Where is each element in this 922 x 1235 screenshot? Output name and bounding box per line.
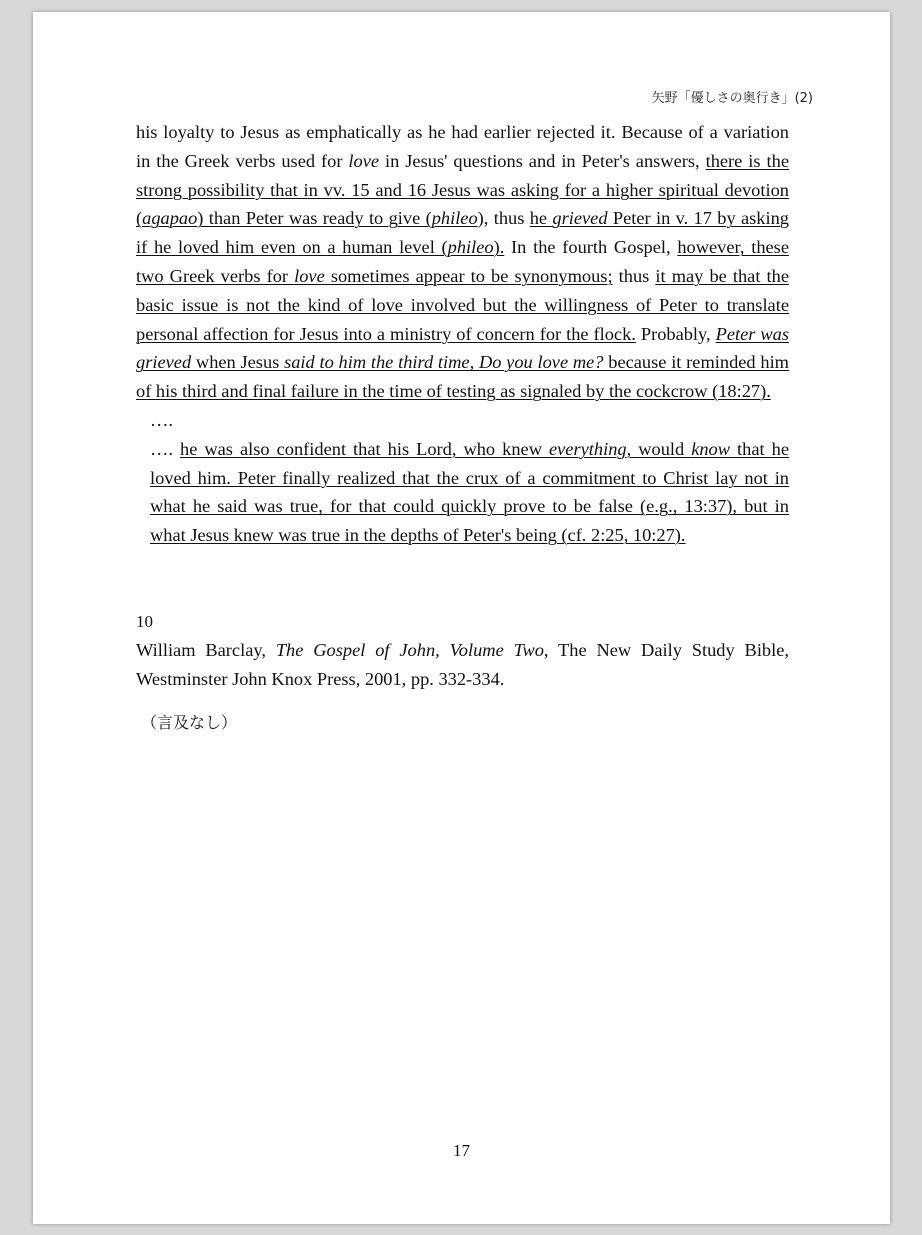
footnote-title: The Gospel of John, Volume Two [275,640,544,660]
italic-span: Peter was grieved [136,323,789,373]
text-span: he was also confident that his Lord, who knew [180,438,549,459]
text-span: however, these two Greek verbs for [136,237,790,286]
main-text [136,118,789,550]
text-span: sometimes appear to be synonymous; [324,265,613,286]
underlined-span: it may be that the basic issue is not the kind of love involved but the willingness of Peter to translate personal affection for Jesus into a ministry of concern for the flock. [136,265,790,344]
text-span: ), thus [477,208,530,229]
text-span: his loyalty to Jesus as emphatically as he had earlier rejected it. Because of a variation in the Greek verbs used for [136,122,789,171]
text-span: that he loved him. Peter finally realized that the crux of a commitment to Christ lay not in what he said was true, for that could quickly prove to be false (e.g., 13:37), but in what Jesus knew was true in the depths of Peter's being (cf. 2:25, 10:27). [150,438,789,546]
text-span: In the fourth Gospel, [504,237,678,258]
footnote-number: 10 [136,612,153,631]
text-span: because it reminded him of his third and final failure in the time of testing as signaled by the cockcrow (18:27). [136,352,789,402]
italic-span: love [294,265,325,286]
italic-span: said to him the third time, Do you love me? [284,352,604,373]
italic-span: phileo [431,208,478,229]
text-span: ). [493,237,505,258]
text-span: ) than Peter was ready to give ( [197,208,432,229]
text-span: Probably, [635,323,716,344]
ellipsis-line: …. [150,409,173,430]
paragraph-1 [136,118,789,406]
footnote-author: William Barclay, [136,640,276,660]
text-span: he [529,208,553,229]
text-span: there is the strong possibility that in vv. 15 and 16 Jesus was asking for a higher spiritual devotion ( [136,150,789,229]
text-span: thus [612,265,656,286]
italic-span: love [348,150,380,171]
running-header: 矢野「優しさの奥行き」(2) [651,91,813,106]
document-page [33,12,890,1224]
underlined-span [150,439,789,545]
italic-span: everything [548,438,627,459]
note-text: （言及なし） [141,713,238,732]
text-span: Peter in v. 17 by asking if he loved him even on a human level ( [136,208,789,258]
footnote-citation [136,636,789,694]
text-span: when Jesus [191,352,285,373]
paragraph-2 [136,435,789,550]
text-span: , would [626,438,692,459]
footnote-publisher: , The New Daily Study Bible, Westminster John Knox Press, 2001, pp. 332-334. [136,640,789,689]
italic-span: phileo [447,237,494,258]
page-number: 17 [453,1141,470,1160]
text-span: …. [150,438,180,459]
italic-span: agapao [142,208,198,229]
text-span: in Jesus' questions and in Peter's answers, [379,150,706,171]
italic-span: grieved [552,208,608,229]
italic-span: know [691,438,731,459]
